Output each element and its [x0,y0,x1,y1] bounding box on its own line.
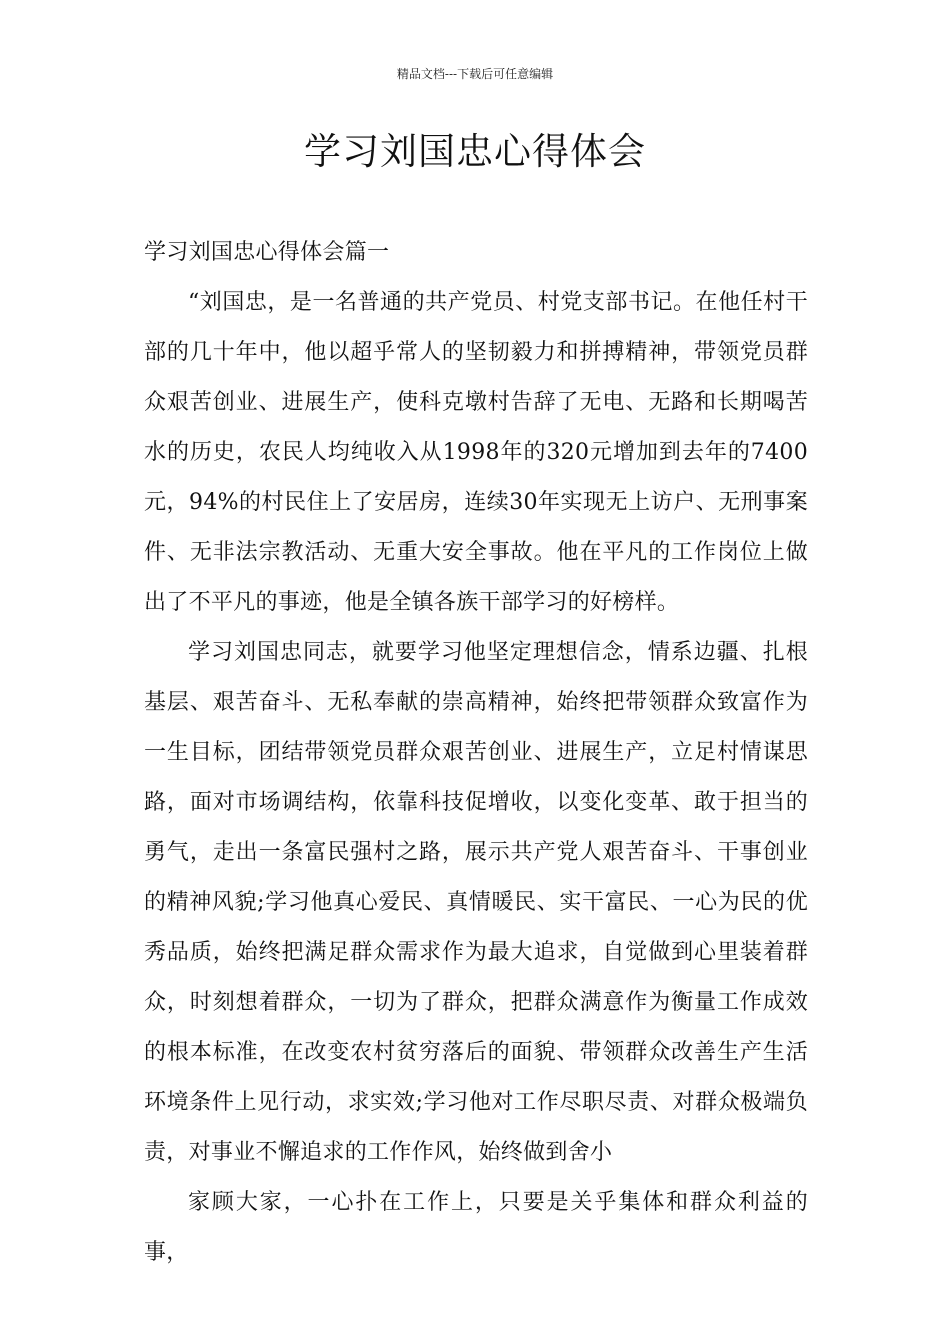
paragraph-3: 家顾大家，一心扑在工作上，只要是关乎集体和群众利益的事， [144,1190,808,1265]
document-title: 学习刘国忠心得体会 [304,130,646,173]
paragraph-1: “刘国忠，是一名普通的共产党员、村党支部书记。在他任村干部的几十年中，他以超乎常人的坚韧毅力和拼搏精神，带领党员群众艰苦创业、进展生产，使科克墩村告辞了无电、无路和长期喝苦水的历史，农民人均纯收入从1998年的320元增加到去年的7400元，94%的村民住上了安居房，连续30年实现无上访户、无刑事案件、无非法宗教活动、无重大安全事故。他在平凡的工作岗位上做出了不平凡的事迹，他是全镇各族干部学习的好榜样。 [144,290,808,615]
paragraph-2: 学习刘国忠同志，就要学习他坚定理想信念，情系边疆、扎根基层、艰苦奋斗、无私奉献的崇高精神，始终把带领群众致富作为一生目标，团结带领党员群众艰苦创业、进展生产，立足村情谋思路，面对市场调结构，依靠科技促增收，以变化变革、敢于担当的勇气，走出一条富民强村之路，展示共产党人艰苦奋斗、干事创业的精神风貌;学习他真心爱民、真情暖民、实干富民、一心为民的优秀品质，始终把满足群众需求作为最大追求，自觉做到心里装着群众，时刻想着群众，一切为了群众，把群众满意作为衡量工作成效的根本标准，在改变农村贫穷落后的面貌、带领群众改善生产生活环境条件上见行动，求实效;学习他对工作尽职尽责、对群众极端负责，对事业不懈追求的工作作风，始终做到舍小 [144,640,808,1165]
header-note: 精品文档---下载后可任意编辑 [396,67,554,81]
section-heading: 学习刘国忠心得体会篇一 [144,240,390,265]
document-body [144,228,808,1278]
